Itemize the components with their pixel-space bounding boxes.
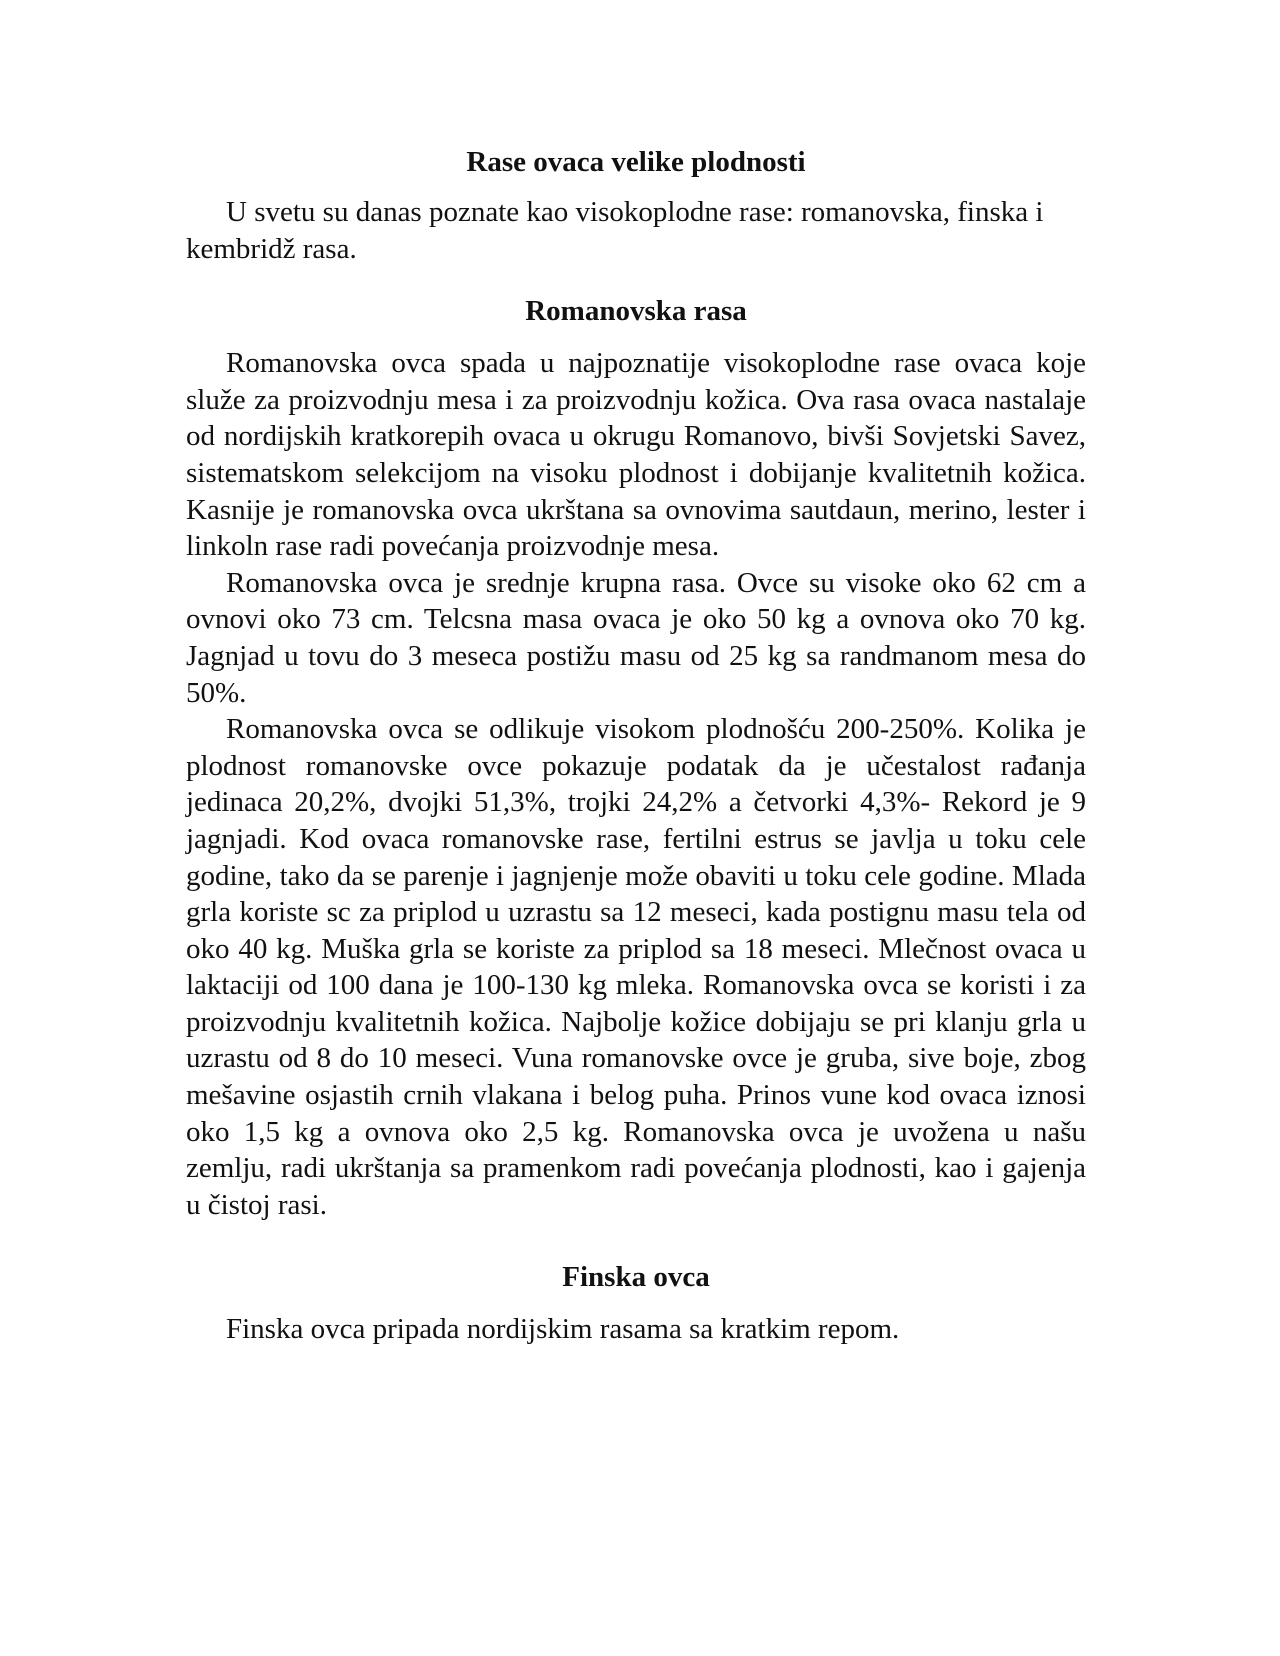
intro-paragraph: U svetu su danas poznate kao visokoplodne rase: romanovska, finska i kembridž rasa. [186,196,1044,265]
section-heading-romanovska: Romanovska rasa [525,295,747,328]
romanovska-paragraph-size: Romanovska ovca je srednje krupna rasa. Ovce su visoke oko 62 cm a ovnovi oko 73 cm. Telcsna masa ovaca je oko 50 kg a ovnova oko 70 kg. Jagnjad u tovu do 3 meseca postižu masu od 25 kg sa randmanom mesa do 50%. [186,566,1086,709]
finska-paragraph: Finska ovca pripada nordijskim rasama sa kratkim repom. [226,1313,900,1346]
document-body [186,144,1086,1348]
document-title: Rase ovaca velike plodnosti [466,146,806,178]
romanovska-paragraph-fertility: Romanovska ovca se odlikuje visokom plodnošću 200-250%. Kolika je plodnost romanovske ovce pokazuje podatak da je učestalost rađanja jedinaca 20,2%, dvojki 51,3%, trojki 24,2% a četvorki 4,3%- Rekord je 9 jagnjadi. Kod ovaca romanovske rase, fertilni estrus se javlja u toku cele godine, tako da se parenje i jagnjenje može obaviti u toku cele godine. Mlada grla koriste sc za priplod u uzrastu sa 12 meseci, kada postignu masu tela od oko 40 kg. Muška grla se koriste za priplod sa 18 meseci. Mlečnost ovaca u laktaciji od 100 dana je 100-130 kg mleka. Romanovska ovca se koristi i za proizvodnju kvalitetnih kožica. Najbolje kožice dobijaju se pri klanju grla u uzrastu od 8 do 10 meseci. Vuna romanovske ovce je gruba, sive boje, zbog mešavine osjastih crnih vlakana i belog puha. Prinos vune kod ovaca iznosi oko 1,5 kg a ovnova oko 2,5 kg. Romanovska ovca je uvožena u našu zemlju, radi ukrštanja sa pramenkom radi povećanja plodnosti, kao i gajenja u čistoj rasi. [186,713,1086,1221]
section-heading-finska: Finska ovca [562,1261,710,1294]
romanovska-paragraph-origin: Romanovska ovca spada u najpoznatije visokoplodne rase ovaca koje služe za proizvodnju mesa i za proizvodnju kožica. Ova rasa ovaca nastalaje od nordijskih kratkorepih ovaca u okrugu Romanovo, bivši Sovjetski Savez, sistematskom selekcijom na visoku plodnost i dobijanje kvalitetnih kožica. Kasnije je romanovska ovca ukrštana sa ovnovima sautdaun, merino, lester i linkoln rase radi povećanja proizvodnje mesa. [186,347,1086,563]
